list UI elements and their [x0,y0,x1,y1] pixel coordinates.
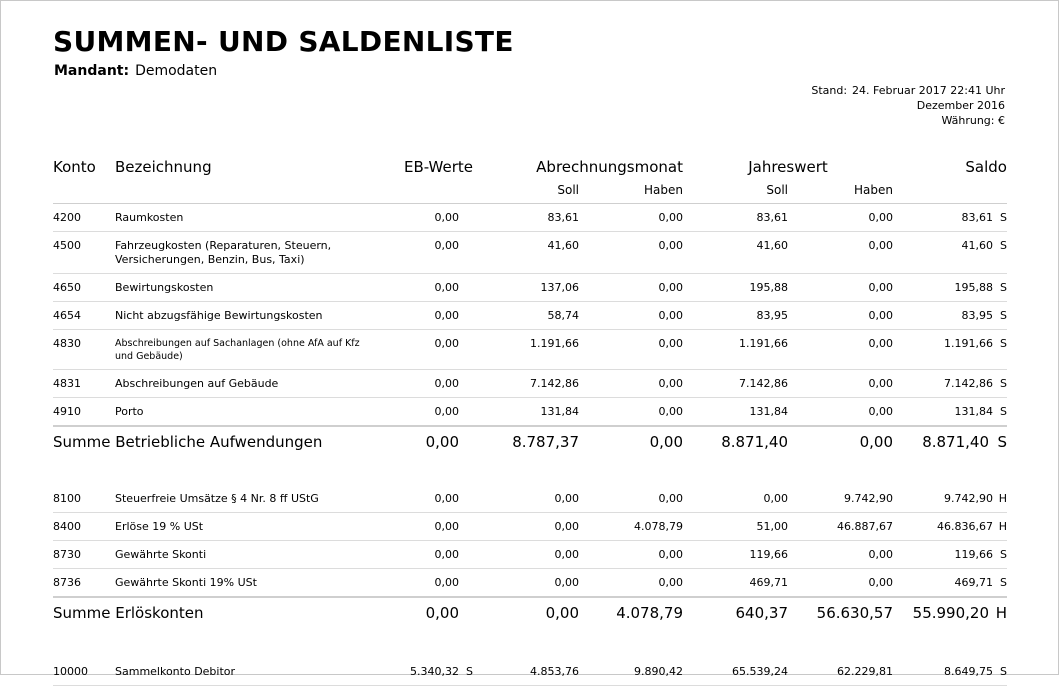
saldo-amount: 83,61 [961,211,993,224]
year-haben: 62.229,81 [788,658,893,686]
account-description: Steuerfreie Umsätze § 4 Nr. 8 ff UStG [115,485,383,513]
sum-eb-amount: 0,00 [425,433,459,451]
month-haben: 0,00 [579,204,683,232]
eb-value [383,541,473,569]
saldo-side: S [1000,576,1007,589]
eb-amount: 0,00 [434,548,459,561]
eb-amount: 0,00 [434,405,459,418]
year-soll: 83,95 [683,302,788,330]
mandant-line [54,63,217,79]
month-soll: 7.142,86 [473,370,579,398]
saldo-side: S [1000,405,1007,418]
saldo-side: S [1000,281,1007,294]
saldo-value [893,569,1007,598]
row-spacer-cell [53,455,1007,485]
sum-month-haben: 4.078,79 [579,597,683,626]
month-haben: 0,00 [579,232,683,274]
sum-month-haben: 0,00 [579,426,683,455]
month-soll: 83,61 [473,204,579,232]
mandant-label: Mandant: [54,63,130,79]
sum-saldo-side: H [995,604,1007,622]
year-soll: 119,66 [683,541,788,569]
table-row [53,513,1007,541]
saldo-amount: 195,88 [954,281,993,294]
sum-month-soll: 8.787,37 [473,426,579,455]
saldo-amount: 41,60 [961,239,993,252]
account-number: 8100 [53,485,115,513]
eb-value [383,485,473,513]
account-description: Sammelkonto Debitor [115,658,383,686]
saldo-side: S [1000,665,1007,678]
year-soll: 1.191,66 [683,330,788,370]
sub-soll-year: Soll [766,183,788,197]
saldo-value [893,485,1007,513]
subheader-row [53,181,1007,204]
year-soll: 131,84 [683,398,788,427]
eb-value [383,204,473,232]
account-description: Abschreibungen auf Sachanlagen (ohne AfA auf Kfz und Gebäude) [115,330,383,370]
year-haben: 0,00 [788,398,893,427]
eb-value [383,232,473,274]
year-haben: 0,00 [788,204,893,232]
eb-value [383,569,473,598]
saldo-amount: 119,66 [954,548,993,561]
eb-value [383,658,473,686]
year-soll: 83,61 [683,204,788,232]
report-meta [811,83,1005,128]
table-row [53,658,1007,686]
eb-value [383,370,473,398]
eb-amount: 0,00 [434,281,459,294]
eb-amount: 0,00 [434,576,459,589]
year-soll: 51,00 [683,513,788,541]
month-haben: 0,00 [579,274,683,302]
sub-soll-month: Soll [557,183,579,197]
sum-label: Summe Erlöskonten [53,597,383,626]
saldo-amount: 1.191,66 [944,337,993,350]
saldo-value [893,370,1007,398]
saldo-value [893,513,1007,541]
saldo-side: S [1000,377,1007,390]
period: Dezember 2016 [916,99,1005,112]
sum-year-soll: 640,37 [683,597,788,626]
saldo-value [893,658,1007,686]
year-soll: 7.142,86 [683,370,788,398]
month-soll: 131,84 [473,398,579,427]
saldo-side: S [1000,548,1007,561]
year-haben: 0,00 [788,274,893,302]
saldo-side: S [1000,211,1007,224]
saldo-side: S [1000,337,1007,350]
table-row [53,398,1007,427]
eb-value [383,302,473,330]
currency: Währung: € [941,114,1005,127]
account-description: Erlöse 19 % USt [115,513,383,541]
year-haben: 0,00 [788,541,893,569]
month-haben: 0,00 [579,398,683,427]
year-haben: 9.742,90 [788,485,893,513]
account-number: 4910 [53,398,115,427]
eb-amount: 0,00 [434,377,459,390]
saldo-value [893,232,1007,274]
col-jahreswert: Jahreswert [748,158,828,176]
account-description: Bewirtungskosten [115,274,383,302]
year-haben: 0,00 [788,302,893,330]
month-soll: 1.191,66 [473,330,579,370]
eb-amount: 0,00 [434,337,459,350]
account-number: 10000 [53,658,115,686]
saldo-amount: 46.836,67 [937,520,993,533]
account-number: 4200 [53,204,115,232]
year-haben: 0,00 [788,370,893,398]
saldo-amount: 9.742,90 [944,492,993,505]
month-haben: 0,00 [579,330,683,370]
col-bezeichnung: Bezeichnung [115,158,212,176]
col-konto: Konto [53,158,96,176]
month-soll: 0,00 [473,485,579,513]
year-soll: 469,71 [683,569,788,598]
eb-amount: 0,00 [434,211,459,224]
col-eb-werte: EB-Werte [403,158,473,176]
eb-amount: 0,00 [434,492,459,505]
eb-amount: 0,00 [434,520,459,533]
saldo-amount: 469,71 [954,576,993,589]
table-row [53,302,1007,330]
saldo-side: H [998,492,1007,505]
sub-haben-year: Haben [854,183,893,197]
sum-eb [383,426,473,455]
eb-value [383,274,473,302]
month-soll: 58,74 [473,302,579,330]
stand-value: 24. Februar 2017 22:41 Uhr [852,84,1005,97]
month-haben: 0,00 [579,541,683,569]
saldo-value [893,302,1007,330]
month-soll: 4.853,76 [473,658,579,686]
saldo-amount: 8.649,75 [944,665,993,678]
account-number: 8730 [53,541,115,569]
account-description: Abschreibungen auf Gebäude [115,370,383,398]
table-row [53,274,1007,302]
month-soll: 137,06 [473,274,579,302]
balance-table [53,153,1007,686]
account-number: 4654 [53,302,115,330]
account-number: 4831 [53,370,115,398]
sum-row [53,426,1007,455]
sum-eb [383,597,473,626]
sum-year-soll: 8.871,40 [683,426,788,455]
month-haben: 0,00 [579,302,683,330]
sub-haben-month: Haben [644,183,683,197]
account-description: Nicht abzugsfähige Bewirtungskosten [115,302,383,330]
saldo-side: H [998,520,1007,533]
eb-value [383,513,473,541]
mandant-value: Demodaten [135,63,218,79]
account-description: Gewährte Skonti 19% USt [115,569,383,598]
account-number: 8736 [53,569,115,598]
year-haben: 0,00 [788,232,893,274]
month-soll: 0,00 [473,569,579,598]
month-haben: 9.890,42 [579,658,683,686]
year-haben: 0,00 [788,330,893,370]
saldo-value [893,274,1007,302]
eb-value [383,330,473,370]
year-soll: 195,88 [683,274,788,302]
sum-month-soll: 0,00 [473,597,579,626]
stand-label: Stand: [811,84,848,97]
row-spacer-cell [53,626,1007,658]
table-row [53,370,1007,398]
col-saldo: Saldo [965,158,1007,176]
eb-amount: 0,00 [434,239,459,252]
sum-eb-amount: 0,00 [425,604,459,622]
eb-amount: 5.340,32 [410,665,459,678]
stand-line [811,83,1005,98]
account-number: 4650 [53,274,115,302]
year-soll: 0,00 [683,485,788,513]
table-row [53,204,1007,232]
account-description: Porto [115,398,383,427]
table-row [53,541,1007,569]
header-row [53,153,1007,181]
account-description: Fahrzeugkosten (Reparaturen, Steuern, Versicherungen, Benzin, Bus, Taxi) [115,232,383,274]
eb-side: S [466,665,473,678]
month-soll: 0,00 [473,513,579,541]
saldo-amount: 7.142,86 [944,377,993,390]
row-spacer [53,626,1007,658]
saldo-value [893,330,1007,370]
table-row [53,232,1007,274]
table-row [53,485,1007,513]
year-soll: 65.539,24 [683,658,788,686]
sum-saldo [893,426,1007,455]
col-abrechnungsmonat: Abrechnungsmonat [536,158,683,176]
eb-amount: 0,00 [434,309,459,322]
eb-value [383,398,473,427]
account-number: 8400 [53,513,115,541]
month-soll: 0,00 [473,541,579,569]
account-number: 4830 [53,330,115,370]
account-description: Gewährte Skonti [115,541,383,569]
saldo-value [893,204,1007,232]
year-soll: 41,60 [683,232,788,274]
sum-saldo-amount: 8.871,40 [922,433,989,451]
table-row [53,569,1007,598]
month-haben: 0,00 [579,370,683,398]
sum-saldo-side: S [997,433,1007,451]
month-haben: 0,00 [579,569,683,598]
month-haben: 0,00 [579,485,683,513]
year-haben: 46.887,67 [788,513,893,541]
month-soll: 41,60 [473,232,579,274]
row-spacer [53,455,1007,485]
account-description: Raumkosten [115,204,383,232]
sum-year-haben: 0,00 [788,426,893,455]
saldo-amount: 83,95 [961,309,993,322]
sum-row [53,597,1007,626]
saldo-amount: 131,84 [954,405,993,418]
sum-saldo [893,597,1007,626]
sum-saldo-amount: 55.990,20 [912,604,989,622]
saldo-value [893,541,1007,569]
report-title: SUMMEN- UND SALDENLISTE [53,25,514,58]
saldo-side: S [1000,309,1007,322]
sum-label: Summe Betriebliche Aufwendungen [53,426,383,455]
month-haben: 4.078,79 [579,513,683,541]
account-number: 4500 [53,232,115,274]
sum-year-haben: 56.630,57 [788,597,893,626]
saldo-value [893,398,1007,427]
year-haben: 0,00 [788,569,893,598]
saldo-side: S [1000,239,1007,252]
table-row [53,330,1007,370]
